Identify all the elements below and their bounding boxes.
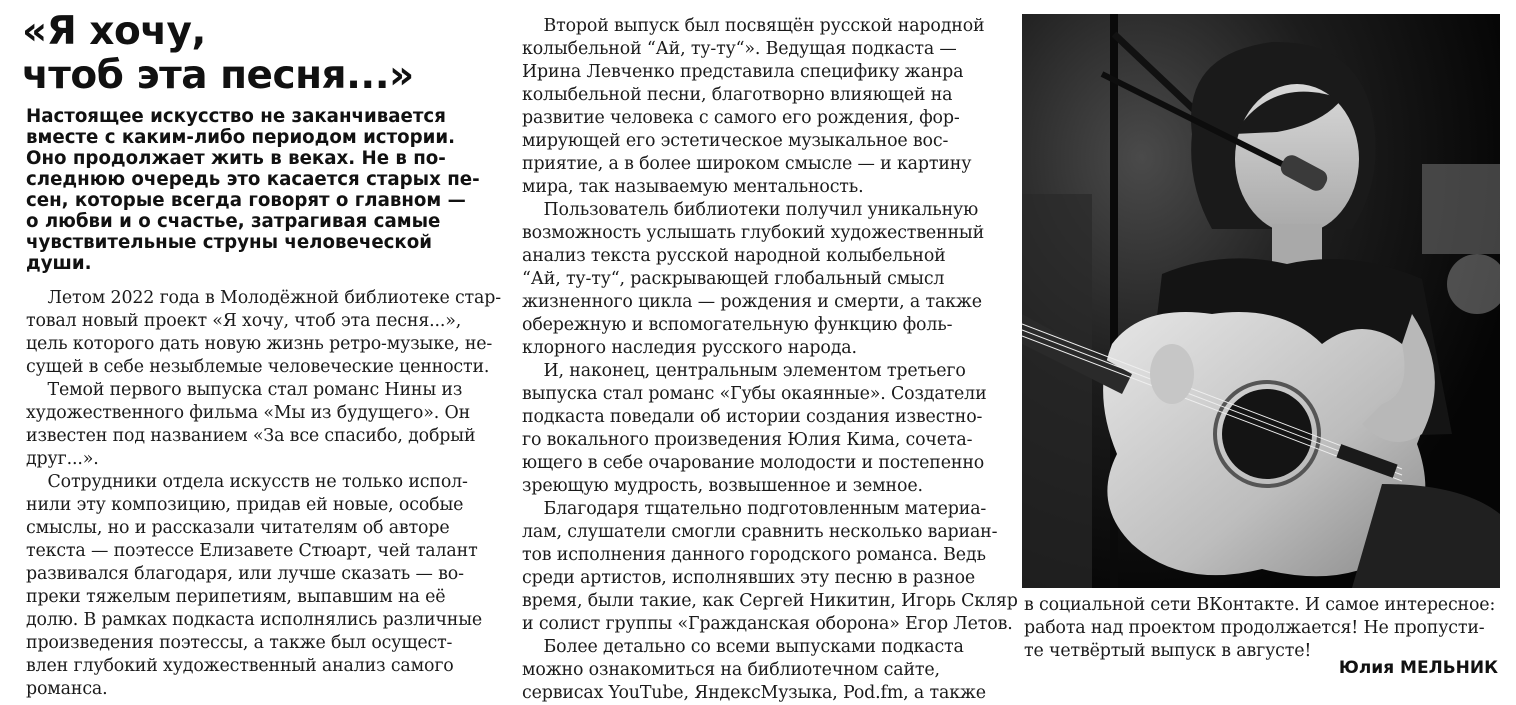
body-line: можно ознакомиться на библиотечном сайте, [522,660,940,680]
body-line: выпуска стал романс «Губы окаянные». Создатели [522,384,987,404]
body-line: приятие, а в более широком смысле — и картину [522,154,972,174]
body-line: преки тяжелым перипетиям, выпавшим на её [26,587,446,607]
body-line: те четвёртый выпуск в августе! [1024,641,1312,661]
body-line: художественного фильма «Мы из будущего». Он [26,403,471,423]
lead-line: сен, которые всегда говорят о главном — [26,190,466,211]
body-line: жизненного цикла — рождения и смерти, а также [522,292,982,312]
body-line: Благодаря тщательно подготовленным материа- [522,499,987,519]
body-line: работа над проектом продолжается! Не пропусти- [1024,618,1485,638]
body-line: среди артистов, исполнявших эту песню в разное [522,568,976,588]
body-line: Более детально со всеми выпусками подкаста [522,637,964,657]
body-line: лам, слушатели смогли сравнить несколько вариан- [522,522,998,542]
body-line: Сотрудники отдела искусств не только испол- [26,472,468,492]
title-line: чтоб эта песня...» [22,53,414,98]
body-line: колыбельной “Ай, ту-ту“». Ведущая подкаста — [522,39,957,59]
body-line: обережную и вспомогательную функцию фоль- [522,315,953,335]
lead-line: о любви и о счастье, затрагивая самые [26,211,441,232]
body-line: друг...». [26,449,99,469]
body-line: Ирина Левченко представила специфику жанра [522,62,964,82]
lead-line: чувствительные струны человеческой [26,232,433,253]
body-line: развитие человека с самого его рождения, фор- [522,108,960,128]
body-line: Летом 2022 года в Молодёжной библиотеке стар- [26,288,501,308]
lead-line: Оно продолжает жить в веках. Не в по- [26,148,446,169]
body-line: товал новый проект «Я хочу, чтоб эта песня...», [26,311,462,331]
body-line: Пользователь библиотеки получил уникальную [522,200,979,220]
body-line: нили эту композицию, придав ей новые, особые [26,495,464,515]
body-line: смыслы, но и рассказали читателям об авторе [26,518,450,538]
body-line: Второй выпуск был посвящён русской народной [522,16,985,36]
body-line: время, были такие, как Сергей Никитин, Игорь Скляр [522,591,1018,611]
body-line: сервисах YouTube, ЯндексМузыка, Pod.fm, а также [522,683,986,703]
body-line: произведения поэтессы, а также был осущест- [26,633,453,653]
body-line: возможность услышать глубокий художественный [522,223,985,243]
body-line: зреющую мудрость, возвышенное и земное. [522,476,923,496]
title-line: «Я хочу, [22,9,206,54]
body-line: тов исполнения данного городского романса. Ведь [522,545,986,565]
body-line: “Ай, ту-ту“, раскрывающей глобальный смысл [522,269,945,289]
lead-line: вместе с каким-либо периодом истории. [26,127,456,148]
body-line: текста — поэтессе Елизавете Стюарт, чей талант [26,541,478,561]
body-line: мира, так называемую ментальность. [522,177,864,197]
body-line: сущей в себе незыблемые человеческие ценности. [26,357,490,377]
body-line: мирующей его эстетическое музыкальное вос- [522,131,949,151]
article-column-2 [522,15,1018,705]
article-lead [26,106,506,274]
body-line: в социальной сети ВКонтакте. И самое интересное: [1024,595,1496,615]
body-line: ющего в себе очарование молодости и постепенно [522,453,985,473]
body-line: и солист группы «Гражданская оборона» Егор Летов. [522,614,1013,634]
lead-line: Настоящее искусство не заканчивается [26,106,446,127]
body-line: клорного наследия русского народа. [522,338,857,358]
body-line: колыбельной песни, благотворно влияющей на [522,85,953,105]
body-line: И, наконец, центральным элементом третьего [522,361,966,381]
article-column-3 [1024,594,1500,663]
body-line: подкаста поведали об истории создания известно- [522,407,983,427]
body-line: развивался благодаря, или лучше сказать — во- [26,564,464,584]
author-signature: Юлия МЕЛЬНИК [1338,658,1498,678]
body-line: Темой первого выпуска стал романс Нины из [26,380,463,400]
body-line: цель которого дать новую жизнь ретро-музыке, не- [26,334,493,354]
body-line: известен под названием «За все спасибо, добрый [26,426,476,446]
body-line: го вокального произведения Юлия Кима, сочета- [522,430,973,450]
lead-line: следнюю очередь это касается старых пе- [26,169,480,190]
body-line: долю. В рамках подкаста исполнялись различные [26,610,483,630]
girl-with-guitar-photo [1022,14,1500,588]
article-title [22,10,414,98]
body-line: анализ текста русской народной колыбельной [522,246,946,266]
lead-line: души. [26,253,92,274]
body-line: влен глубокий художественный анализ самого [26,656,454,676]
article-column-1 [26,287,504,701]
body-line: романса. [26,679,108,699]
